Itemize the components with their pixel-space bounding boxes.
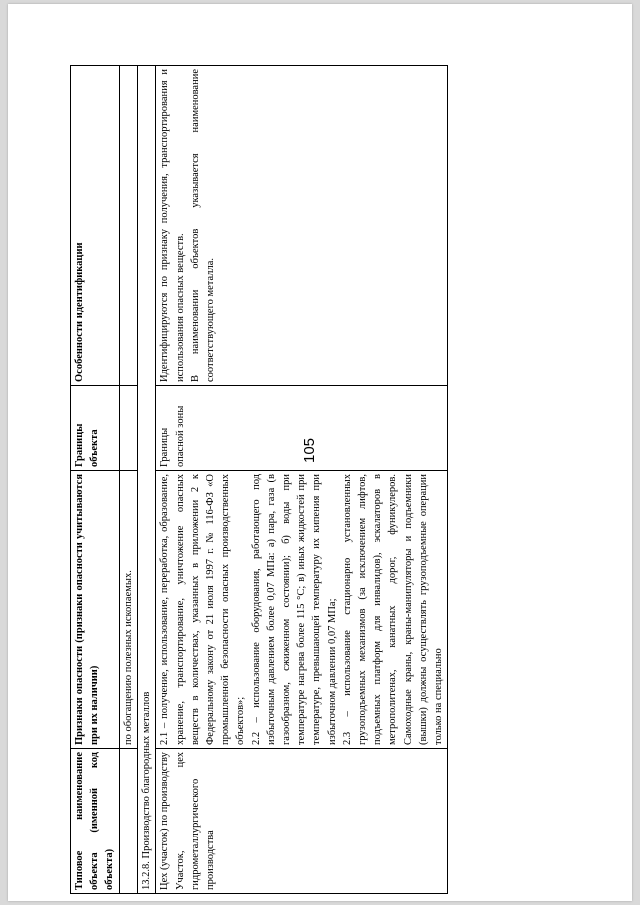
hazard-signs-cell — [156, 471, 448, 749]
table-row — [156, 66, 448, 894]
table-header-row — [71, 66, 120, 894]
table-row-continuation — [120, 66, 138, 894]
object-name: Цех (участок) по производству — [159, 752, 171, 890]
section-title: 13.2.8. Производство благородных металлов — [138, 66, 156, 894]
hazard-sign-item: 2.3 – использование стационарно установленных грузоподъемных механизмов (за исключением лифтов, подъемных платформ для инвалидов), эскалаторов в метрополитенах, канатных дорог, фуникулеров. Самоходные краны, краны-манипуляторы и подъемники (вышки) должны осуществлять грузоподъемные операции только на специально — [341, 474, 445, 745]
object-name-cell — [156, 749, 448, 894]
rotated-table-container — [70, 66, 595, 894]
header-object-name: Типовое наименование объекта (именной код объекта) — [71, 749, 120, 894]
hazard-objects-table — [70, 65, 448, 894]
identification-item: В наименовании объектов указывается наименование соответствующего металла. — [189, 69, 217, 382]
continuation-text: по обогащению полезных ископаемых. — [120, 471, 138, 749]
header-boundaries: Границы объекта — [71, 386, 120, 471]
boundaries-cell: Границы опасной зоны — [156, 386, 448, 471]
identification-cell — [156, 66, 448, 386]
object-name: Участок, цех гидрометаллургического производства — [174, 752, 217, 890]
header-identification: Особенности идентификации — [71, 66, 120, 386]
hazard-sign-item: 2.2 – использование оборудования, работающего под избыточным давлением более 0,07 МПа: а) пара, газа (в газообразном, сжиженном состоянии); б) воды при температуре нагрева более 115 °С; в) иных жидкостей при температуре, превышающей температуру их кипения при избыточном давлении 0,07 МПа; — [250, 474, 338, 745]
identification-item: Идентифицируются по признаку получения, транспортирования и использования опасных веществ. — [159, 69, 186, 382]
document-page — [8, 4, 632, 901]
header-hazard-signs: Признаки опасности (признаки опасности учитываются при их наличии) — [71, 471, 120, 749]
table-section-row — [138, 66, 156, 894]
page-number: 105 — [301, 437, 319, 464]
hazard-sign-item: 2.1 – получение, использование, переработка, образование, хранение, транспортирование, уничтожение опасных веществ в количествах, указанных в приложении 2 к Федеральному закону от 21 июля 1997 г. № 116-ФЗ «О промышленной безопасности опасных производственных объектов»; — [159, 474, 247, 745]
